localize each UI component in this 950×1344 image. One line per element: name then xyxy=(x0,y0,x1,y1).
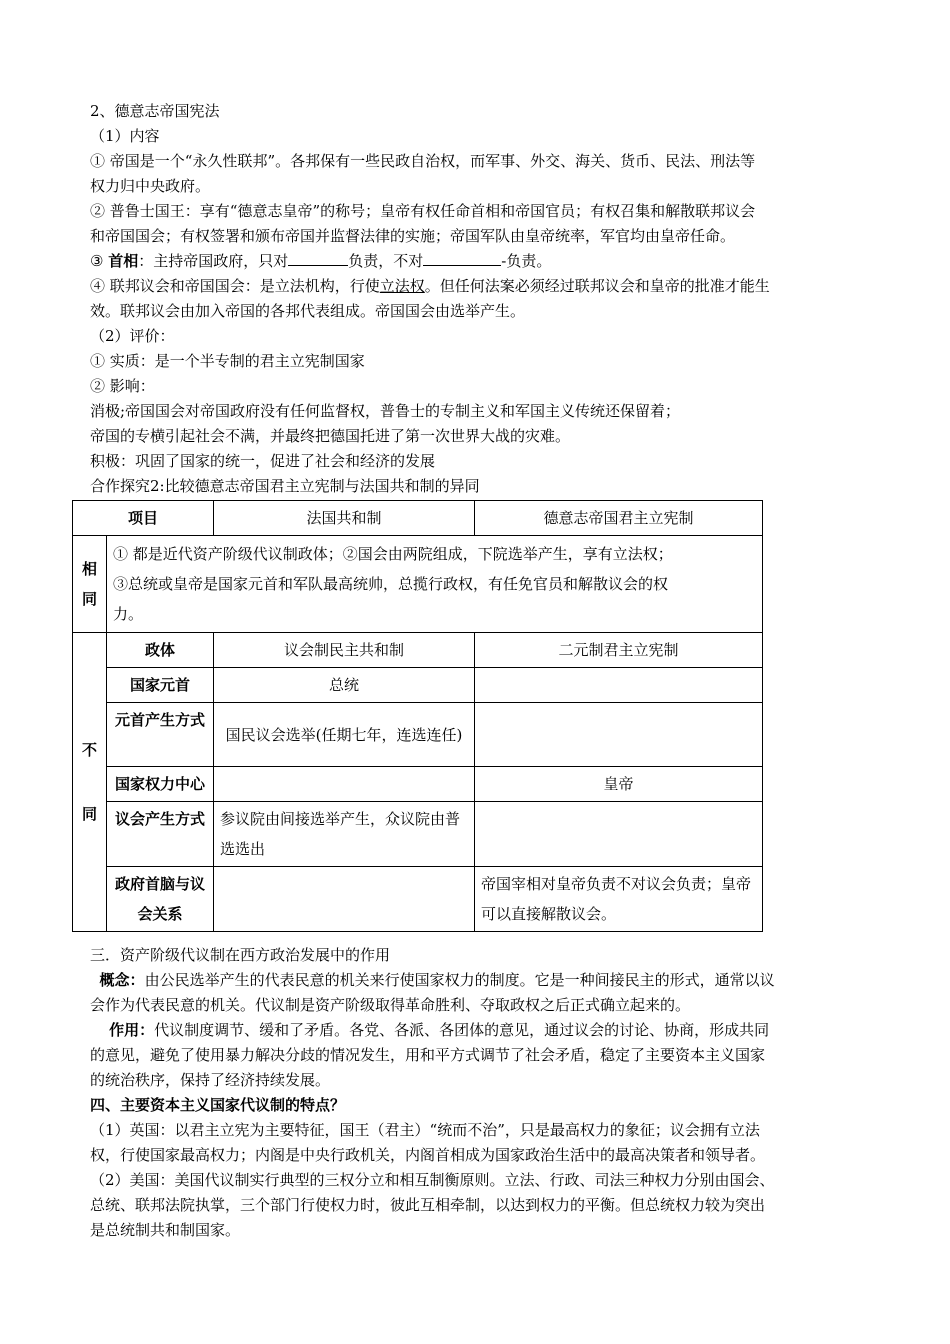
row-germany: 二元制君主立宪制 xyxy=(475,633,763,668)
row-germany xyxy=(475,703,763,767)
table-header-row xyxy=(73,501,763,536)
row-key: 元首产生方式 xyxy=(107,703,214,767)
role-line-2: 的意见，避免了使用暴力解决分歧的情况发生，用和平方式调节了社会矛盾，稳定了主要资本主义国家 xyxy=(90,1046,766,1064)
same-content xyxy=(107,536,763,633)
comparison-table xyxy=(72,500,763,932)
paragraph-1-line-1: ① 帝国是一个“永久性联邦”。各邦保有一些民政自治权，而军事、外交、海关、货币、民法、刑法等 xyxy=(90,152,756,170)
header-germany: 德意志帝国君主立宪制 xyxy=(475,501,763,536)
table-row xyxy=(73,633,763,668)
concept-line-1 xyxy=(90,970,860,990)
row-key: 国家权力中心 xyxy=(107,767,214,802)
paragraph-3 xyxy=(90,251,860,271)
impact-positive: 积极：巩固了国家的统一，促进了社会和经济的发展 xyxy=(90,452,436,470)
impact-negative-1: 消极;帝国国会对帝国政府没有任何监督权，普鲁士的专制主义和军国主义传统还保留着； xyxy=(90,402,681,420)
table-row xyxy=(73,767,763,802)
p3-text-b: 负责，不对 xyxy=(348,252,424,270)
row-france xyxy=(214,767,475,802)
concept-line-2: 会作为代表民意的机关。代议制是资产阶级取得革命胜利、夺取政权之后正式确立起来的。 xyxy=(90,996,691,1014)
row-france: 总统 xyxy=(214,668,475,703)
paragraph-2-line-2: 和帝国国会；有权签署和颁布帝国并监督法律的实施；帝国军队由皇帝统率，军官均由皇帝任命。 xyxy=(90,227,736,245)
concept-label: 概念： xyxy=(99,971,145,989)
table-row xyxy=(73,802,763,867)
same-line-3: 力。 xyxy=(113,605,144,623)
same-line-1: ① 都是近代资产阶级代议制政体；②国会由两院组成，下院选举产生，享有立法权； xyxy=(113,545,673,563)
same-line-2: ③总统或皇帝是国家元首和军队最高统帅，总揽行政权，有任免官员和解散议会的权 xyxy=(113,575,669,593)
role-line-3: 的统治秩序，保持了经济持续发展。 xyxy=(90,1071,331,1089)
row-key: 议会产生方式 xyxy=(107,802,214,867)
p3-prefix: ③ xyxy=(90,252,109,270)
row-germany: 帝国宰相对皇帝负责不对议会负责；皇帝可以直接解散议会。 xyxy=(475,867,763,932)
paragraph-4-line-1 xyxy=(90,276,860,296)
table-row xyxy=(73,668,763,703)
paragraph-4-line-2: 效。联邦议会由加入帝国的各邦代表组成。帝国国会由选举产生。 xyxy=(90,302,526,320)
us-line-1: （2）美国：美国代议制实行典型的三权分立和相互制衡原则。立法、行政、司法三种权力分别由国会、 xyxy=(90,1171,775,1189)
p4-text-a: ④ 联邦议会和帝国国会：是立法机构，行使 xyxy=(90,277,380,295)
concept-text: 由公民选举产生的代表民意的机关来行使国家权力的制度。它是一种间接民主的形式，通常以议 xyxy=(144,971,775,989)
us-line-2: 总统、联邦法院执掌，三个部门行使权力时，彼此互相牵制，以达到权力的平衡。但总统权力较为突出 xyxy=(90,1196,766,1214)
eval-impact: ② 影响： xyxy=(90,377,155,395)
table-row xyxy=(73,703,763,767)
row-france: 国民议会选举(任期七年，连选连任) xyxy=(214,703,475,767)
p4-text-b: 。但任何法案必须经过联邦议会和皇帝的批准才能生 xyxy=(424,277,770,295)
row-france: 参议院由间接选举产生，众议院由普选选出 xyxy=(214,802,475,867)
impact-negative-2: 帝国的专横引起社会不满，并最终把德国托进了第一次世界大战的灾难。 xyxy=(90,427,571,445)
row-france xyxy=(214,867,475,932)
subheading-content: （1）内容 xyxy=(90,127,160,145)
subheading-evaluation: （2）评价： xyxy=(90,327,175,345)
header-item: 项目 xyxy=(73,501,214,536)
table-row xyxy=(73,867,763,932)
p3-bold: 首相 xyxy=(108,252,139,270)
role-line-1 xyxy=(90,1020,860,1040)
row-germany xyxy=(475,668,763,703)
row-germany: 皇帝 xyxy=(475,767,763,802)
blank-2 xyxy=(423,251,501,266)
role-text: 代议制度调节、缓和了矛盾。各党、各派、各团体的意见，通过议会的讨论、协商，形成共同 xyxy=(154,1021,770,1039)
section-4-heading: 四、主要资本主义国家代议制的特点？ xyxy=(90,1096,346,1114)
row-key: 国家元首 xyxy=(107,668,214,703)
uk-line-1: （1）英国：以君主立宪为主要特征，国王（君主）“统而不治”，只是最高权力的象征；议会拥有立法 xyxy=(90,1121,760,1139)
section-3-heading: 三．资产阶级代议制在西方政治发展中的作用 xyxy=(90,946,391,964)
row-key: 政体 xyxy=(107,633,214,668)
eval-essence: ① 实质：是一个半专制的君主立宪制国家 xyxy=(90,352,365,370)
us-line-3: 是总统制共和制国家。 xyxy=(90,1221,241,1239)
header-france: 法国共和制 xyxy=(214,501,475,536)
blank-1 xyxy=(288,251,348,266)
p4-underlined: 立法权 xyxy=(379,277,425,295)
section-heading: 2、德意志帝国宪法 xyxy=(90,102,220,120)
label-different: 不 同 xyxy=(73,633,107,932)
uk-line-2: 权，行使国家最高权力；内阁是中央行政机关，内阁首相成为国家政治生活中的最高决策者和领导者。 xyxy=(90,1146,766,1164)
p3-text-c: -负责。 xyxy=(501,252,552,270)
row-germany xyxy=(475,802,763,867)
label-same: 相 同 xyxy=(73,536,107,633)
role-label: 作用： xyxy=(109,1021,155,1039)
table-row-same xyxy=(73,536,763,633)
row-france: 议会制民主共和制 xyxy=(214,633,475,668)
paragraph-2-line-1: ② 普鲁士国王：享有“德意志皇帝”的称号；皇帝有权任命首相和帝国官员；有权召集和解散联邦议会 xyxy=(90,202,756,220)
p3-text-a: ：主持帝国政府，只对 xyxy=(138,252,289,270)
row-key: 政府首脑与议会关系 xyxy=(107,867,214,932)
explore-title: 合作探究2:比较德意志帝国君主立宪制与法国共和制的异同 xyxy=(90,477,480,495)
paragraph-1-line-2: 权力归中央政府。 xyxy=(90,177,211,195)
